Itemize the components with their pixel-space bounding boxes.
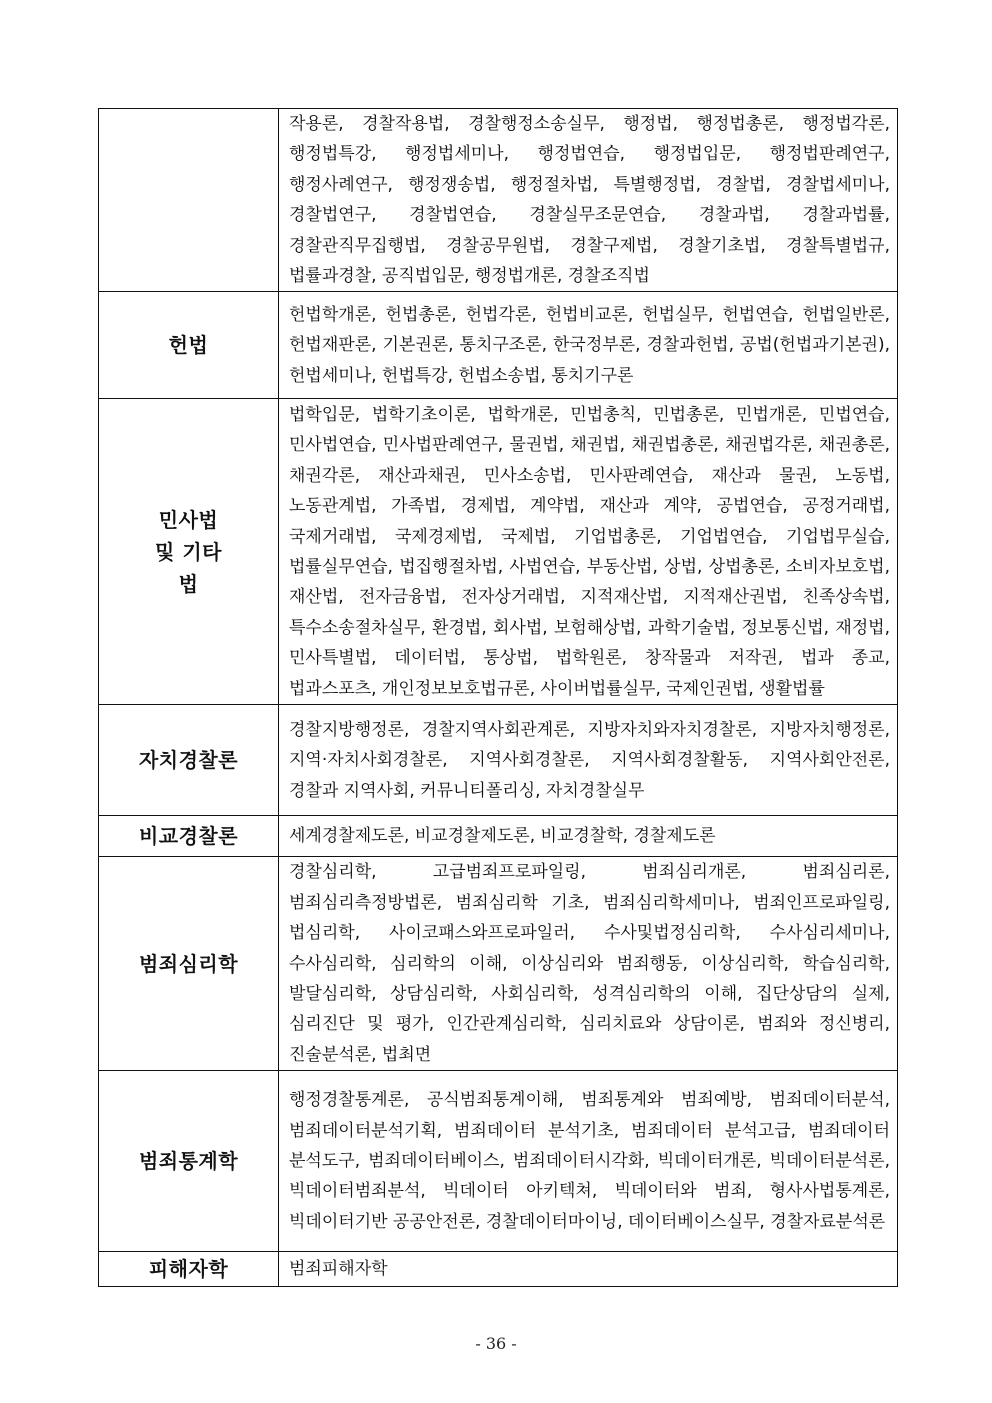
table-row (99, 399, 898, 705)
subject-table (98, 108, 898, 1287)
table-row (99, 705, 898, 816)
subjects-cell: 범죄피해자학 (279, 1252, 898, 1287)
table-row (99, 292, 898, 399)
page-number: - 36 - (475, 1334, 517, 1353)
category-cell: 자치경찰론 (99, 705, 279, 816)
category-cell: 비교경찰론 (99, 816, 279, 857)
subjects-cell: 세계경찰제도론, 비교경찰제도론, 비교경찰학, 경찰제도론 (279, 816, 898, 857)
category-cell (99, 399, 279, 705)
subjects-cell: 작용론, 경찰작용법, 경찰행정소송실무, 행정법, 행정법총론, 행정법각론, 행정법특강, 행정법세미나, 행정법연습, 행정법입문, 행정법판례연구, 행정사례연구, 행정쟁송법, 행정절차법, 특별행정법, 경찰법, 경찰법세미나, 경찰법연구, 경찰법연습, 경찰실무조문연습, 경찰과법, 경찰과법률, 경찰관직무집행법, 경찰공무원법, 경찰구제법, 경찰기초법, 경찰특별법규, 법률과경찰, 공직법입문, 행정법개론, 경찰조직법 (279, 109, 898, 292)
subjects-cell: 경찰심리학, 고급범죄프로파일링, 범죄심리개론, 범죄심리론, 범죄심리측정방법론, 범죄심리학 기초, 범죄심리학세미나, 범죄인프로파일링, 법심리학, 사이코패스와프로파일러, 수사및법정심리학, 수사심리세미나, 수사심리학, 심리학의 이해, 이상심리와 범죄행동, 이상심리학, 학습심리학, 발달심리학, 상담심리학, 사회심리학, 성격심리학의 이해, 집단상담의 실제, 심리진단 및 평가, 인간관계심리학, 심리치료와 상담이론, 범죄와 정신병리, 진술분석론, 법최면 (279, 857, 898, 1071)
table-row (99, 857, 898, 1071)
category-cell: 피해자학 (99, 1252, 279, 1287)
category-cell: 범죄심리학 (99, 857, 279, 1071)
category-label: 민사법 및 기타법 (155, 507, 222, 596)
table-row (99, 816, 898, 857)
table-row (99, 1071, 898, 1252)
table-row (99, 1252, 898, 1287)
subjects-cell: 경찰지방행정론, 경찰지역사회관계론, 지방자치와자치경찰론, 지방자치행정론, 지역·자치사회경찰론, 지역사회경찰론, 지역사회경찰활동, 지역사회안전론, 경찰과 지역사회, 커뮤니티폴리싱, 자치경찰실무 (279, 705, 898, 816)
category-cell (99, 109, 279, 292)
subjects-cell: 헌법학개론, 헌법총론, 헌법각론, 헌법비교론, 헌법실무, 헌법연습, 헌법일반론, 헌법재판론, 기본권론, 통치구조론, 한국정부론, 경찰과헌법, 공법(헌법과기본권), 헌법세미나, 헌법특강, 헌법소송법, 통치기구론 (279, 292, 898, 399)
category-cell: 헌법 (99, 292, 279, 399)
table-row (99, 109, 898, 292)
category-cell: 범죄통계학 (99, 1071, 279, 1252)
subjects-cell: 행정경찰통계론, 공식범죄통계이해, 범죄통계와 범죄예방, 범죄데이터분석, 범죄데이터분석기획, 범죄데이터 분석기초, 범죄데이터 분석고급, 범죄데이터 분석도구, 범죄데이터베이스, 범죄데이터시각화, 빅데이터개론, 빅데이터분석론, 빅데이터범죄분석, 빅데이터 아키텍쳐, 빅데이터와 범죄, 형사사법통계론, 빅데이터기반 공공안전론, 경찰데이터마이닝, 데이터베이스실무, 경찰자료분석론 (279, 1071, 898, 1252)
subjects-cell: 법학입문, 법학기초이론, 법학개론, 민법총칙, 민법총론, 민법개론, 민법연습, 민사법연습, 민사법판례연구, 물권법, 채권법, 채권법총론, 채권법각론, 채권총론, 채권각론, 재산과채권, 민사소송법, 민사판례연습, 재산과 물권, 노동법, 노동관계법, 가족법, 경제법, 계약법, 재산과 계약, 공법연습, 공정거래법, 국제거래법, 국제경제법, 국제법, 기업법총론, 기업법연습, 기업법무실습, 법률실무연습, 법집행절차법, 사법연습, 부동산법, 상법, 상법총론, 소비자보호법, 재산법, 전자금융법, 전자상거래법, 지적재산법, 지적재산권법, 친족상속법, 특수소송절차실무, 환경법, 회사법, 보험해상법, 과학기술법, 정보통신법, 재정법, 민사특별법, 데이터법, 통상법, 법학원론, 창작물과 저작권, 법과 종교, 법과스포츠, 개인정보보호법규론, 사이버법률실무, 국제인권법, 생활법률 (279, 399, 898, 705)
